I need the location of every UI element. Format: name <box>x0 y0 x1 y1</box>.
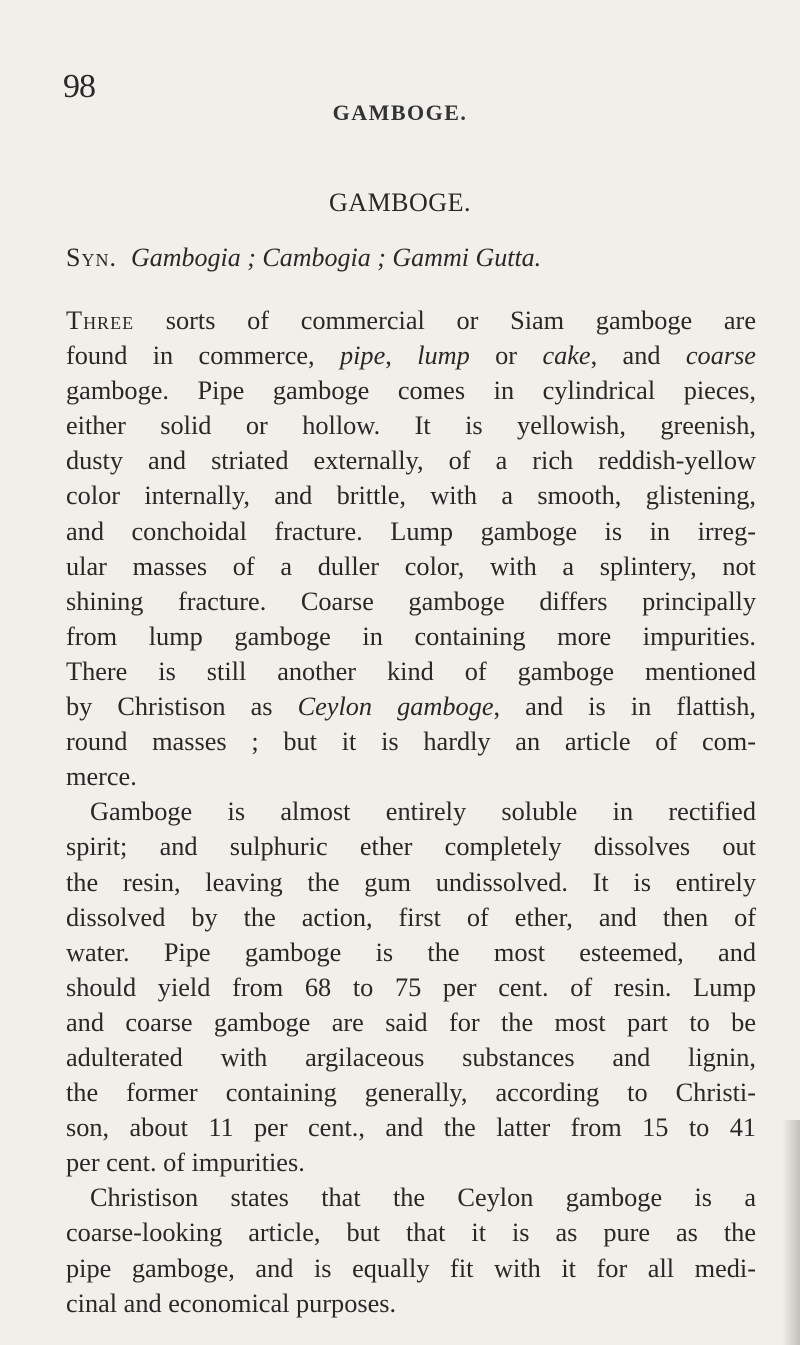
text-segment: spirit; and sulphuric ether completely dissolves out <box>66 832 756 862</box>
text-line <box>66 794 756 829</box>
text-line <box>66 1145 756 1180</box>
text-line <box>66 759 756 794</box>
text-segment: , and <box>590 341 686 371</box>
text-segment: dissolved by the action, first of ether, and then of <box>66 902 756 932</box>
text-segment: or <box>469 341 543 371</box>
text-segment: and coarse gamboge are said for the most part to be <box>66 1007 756 1037</box>
text-segment: the former containing generally, according to Christi- <box>66 1078 756 1108</box>
text-segment: coarse-looking article, but that it is as pure as the <box>66 1218 756 1248</box>
text-segment: Christison states that the Ceylon gamboge is a <box>90 1183 756 1213</box>
text-line <box>66 865 756 900</box>
text-segment: either solid or hollow. It is yellowish, greenish, <box>66 411 756 441</box>
italic-term: cake <box>542 341 591 371</box>
page-edge-shadow <box>782 1120 800 1345</box>
text-line <box>66 478 756 513</box>
text-line <box>66 584 756 619</box>
text-segment: per cent. of impurities. <box>66 1148 305 1178</box>
text-segment: ular masses of a duller color, with a splintery, not <box>66 551 756 581</box>
text-line <box>66 654 756 689</box>
italic-term: coarse <box>685 341 756 371</box>
synonyms-line <box>66 241 756 275</box>
italic-term: pipe <box>339 341 386 371</box>
text-line <box>66 514 756 549</box>
text-line <box>66 1251 756 1286</box>
article-body <box>66 303 756 1321</box>
text-line <box>66 443 756 478</box>
text-segment: son, about 11 per cent., and the latter from 15 to 41 <box>66 1113 756 1143</box>
text-line <box>66 1215 756 1250</box>
text-line <box>66 935 756 970</box>
text-segment: , <box>385 341 418 371</box>
text-line <box>66 619 756 654</box>
text-segment: found in commerce, <box>66 341 340 371</box>
text-segment: Gamboge is almost entirely soluble in rectified <box>90 797 756 827</box>
text-line <box>66 1075 756 1110</box>
text-segment: shining fracture. Coarse gamboge differs principally <box>66 586 756 616</box>
text-line <box>66 408 756 443</box>
text-line <box>66 724 756 759</box>
text-line <box>66 829 756 864</box>
running-head: GAMBOGE. <box>332 100 468 125</box>
text-segment: dusty and striated externally, of a rich reddish-yellow <box>66 446 756 476</box>
text-segment: , and is in flattish, <box>493 692 756 722</box>
text-segment: adulterated with argilaceous substances and lignin, <box>66 1042 756 1072</box>
text-line <box>66 1180 756 1215</box>
text-segment: sorts of commercial or Siam gamboge are <box>134 306 756 335</box>
text-segment: Three <box>66 306 135 335</box>
text-segment: should yield from 68 to 75 per cent. of resin. Lump <box>66 972 756 1002</box>
synonyms-text: Gambogia ; Cambogia ; Gammi Gutta. <box>130 243 542 272</box>
synonyms-label: Syn. <box>66 243 117 272</box>
text-line <box>66 970 756 1005</box>
article-title: GAMBOGE. <box>329 188 471 217</box>
text-segment: gamboge. Pipe gamboge comes in cylindrical pieces, <box>66 376 756 406</box>
text-segment: color internally, and brittle, with a smooth, glistening, <box>66 481 756 511</box>
text-segment: pipe gamboge, and is equally fit with it for all medi- <box>66 1253 756 1283</box>
page-number: 98 <box>63 68 95 105</box>
text-segment: cinal and economical purposes. <box>66 1288 397 1318</box>
text-segment: by Christison as <box>66 692 298 722</box>
text-segment: water. Pipe gamboge is the most esteemed, and <box>66 937 756 967</box>
text-line <box>66 338 756 373</box>
text-segment: from lump gamboge in containing more impurities. <box>66 621 756 651</box>
text-line <box>66 1110 756 1145</box>
text-line <box>66 303 756 338</box>
text-segment: round masses ; but it is hardly an article of com- <box>66 727 756 757</box>
italic-term: Ceylon gamboge <box>297 692 494 722</box>
text-line <box>66 1040 756 1075</box>
text-line <box>66 900 756 935</box>
text-segment: the resin, leaving the gum undissolved. It is entirely <box>66 867 756 897</box>
text-line <box>66 549 756 584</box>
text-line <box>66 373 756 408</box>
text-segment: There is still another kind of gamboge mentioned <box>66 656 756 686</box>
text-line <box>66 1005 756 1040</box>
text-segment: and conchoidal fracture. Lump gamboge is in irreg- <box>66 516 756 546</box>
text-line <box>66 1286 756 1321</box>
text-segment: merce. <box>66 762 137 792</box>
italic-term: lump <box>417 341 470 371</box>
text-line <box>66 689 756 724</box>
